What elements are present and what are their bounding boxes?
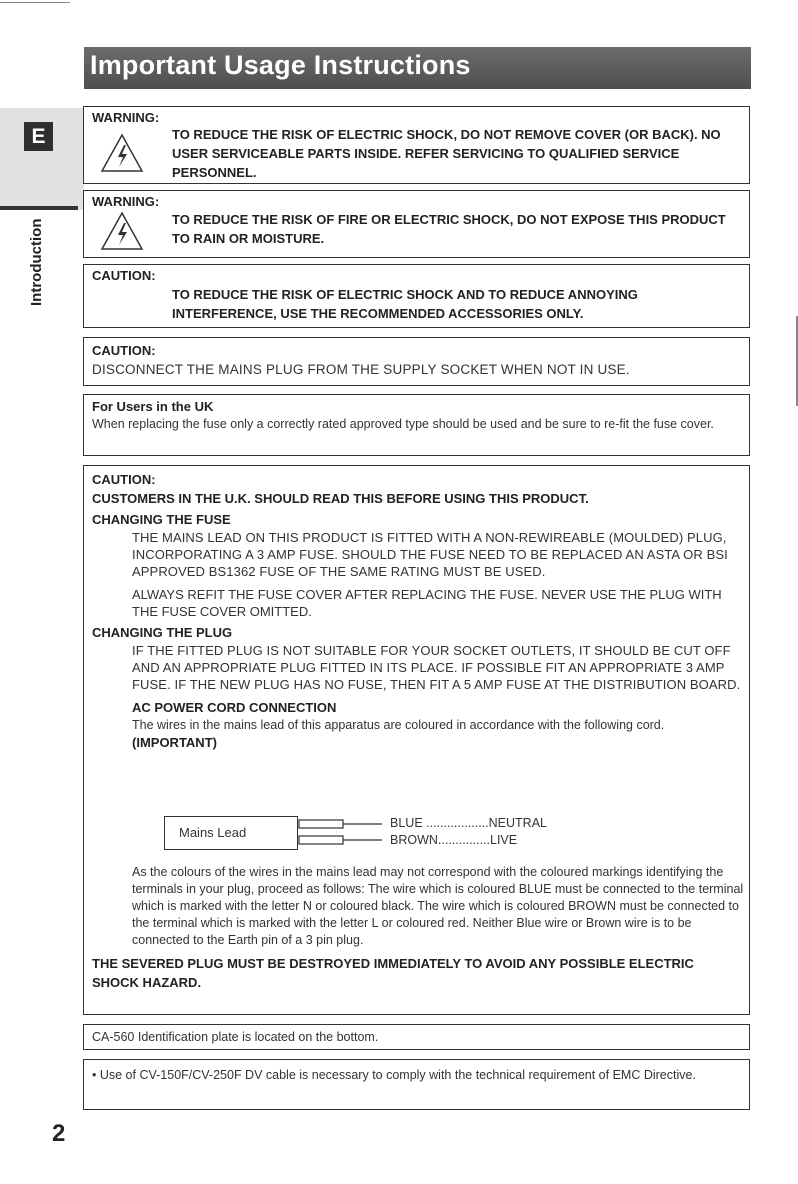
uk-users-heading: For Users in the UK — [92, 399, 214, 414]
page-title: Important Usage Instructions — [90, 50, 471, 80]
caution-label: CAUTION: — [92, 268, 156, 283]
mains-lead-diagram — [164, 816, 584, 856]
caution-uk-box — [83, 465, 750, 1015]
warning-text: TO REDUCE THE RISK OF FIRE OR ELECTRIC SHOCK, DO NOT EXPOSE THIS PRODUCT TO RAIN OR MOISTURE. — [172, 212, 726, 246]
uk-users-box — [83, 394, 750, 456]
caution-text: TO REDUCE THE RISK OF ELECTRIC SHOCK AND TO REDUCE ANNOYING INTERFERENCE, USE THE RECOMMENDED ACCESSORIES ONLY. — [172, 287, 638, 321]
emc-text: • Use of CV-150F/CV-250F DV cable is necessary to comply with the technical requirement of EMC Directive. — [92, 1068, 696, 1082]
top-rule — [0, 2, 70, 3]
page-number: 2 — [52, 1120, 66, 1147]
lightning-warning-icon — [100, 133, 144, 173]
caution-box-1 — [83, 264, 750, 328]
caution-box-2 — [83, 337, 750, 386]
warning-text: TO REDUCE THE RISK OF ELECTRIC SHOCK, DO NOT REMOVE COVER (OR BACK). NO USER SERVICEABLE PARTS INSIDE. REFER SERVICING TO QUALIFIED SERVICE PERSONNEL. — [172, 127, 721, 180]
fuse-paragraph-1: THE MAINS LEAD ON THIS PRODUCT IS FITTED WITH A NON-REWIREABLE (MOULDED) PLUG, INCORPORATING A 3 AMP FUSE. SHOULD THE FUSE NEED TO BE REPLACED AN ASTA OR BSI APPROVED BS1362 FUSE OF THE SAME RATING MUST BE USED. — [132, 530, 728, 579]
fuse-paragraph-2: ALWAYS REFIT THE FUSE COVER AFTER REPLACING THE FUSE. NEVER USE THE PLUG WITH THE FUSE COVER OMITTED. — [132, 587, 722, 619]
wire-brown-label: BROWN...............LIVE — [390, 833, 518, 847]
warning-box-2 — [83, 190, 750, 258]
side-rule — [0, 206, 78, 210]
plate-text: CA-560 Identification plate is located on the bottom. — [92, 1030, 379, 1044]
caution-label: CAUTION: — [92, 472, 156, 487]
plug-paragraph: IF THE FITTED PLUG IS NOT SUITABLE FOR YOUR SOCKET OUTLETS, IT SHOULD BE CUT OFF AND AN APPROPRIATE PLUG FITTED IN ITS PLACE. IF POSSIBLE FIT AN APPROPRIATE 3 AMP FUSE. IF THE NEW PLUG HAS NO FUSE, THEN FIT A 5 AMP FUSE AT THE DISTRIBUTION BOARD. — [132, 643, 741, 692]
important-label: (IMPORTANT) — [132, 735, 217, 750]
wire-lines — [298, 816, 388, 850]
caution-subtitle: CUSTOMERS IN THE U.K. SHOULD READ THIS BEFORE USING THIS PRODUCT. — [92, 491, 589, 506]
caution-text: DISCONNECT THE MAINS PLUG FROM THE SUPPLY SOCKET WHEN NOT IN USE. — [92, 362, 630, 377]
warning-label: WARNING: — [92, 194, 160, 209]
uk-users-text: When replacing the fuse only a correctly rated approved type should be used and be sure to re-fit the fuse cover. — [92, 417, 714, 431]
ac-paragraph-2: As the colours of the wires in the mains lead may not correspond with the coloured markings identifying the terminals in your plug, proceed as follows: The wire which is coloured BLUE must be connected to the terminal which is marked with the letter N or coloured black. The wire which is coloured BROWN must be connected to the terminal which is marked with the letter L or coloured red. Neither Blue wire or Brown wire is to be connected to the Earth pin of a 3 pin plug. — [132, 865, 744, 947]
plate-box — [83, 1024, 750, 1050]
mains-lead-box — [164, 816, 298, 850]
fuse-heading: CHANGING THE FUSE — [92, 512, 231, 527]
mains-lead-label: Mains Lead — [179, 825, 247, 840]
ac-cord-heading: AC POWER CORD CONNECTION — [132, 700, 337, 715]
lightning-warning-icon — [100, 211, 144, 251]
language-tab-e: E — [24, 122, 53, 151]
plug-heading: CHANGING THE PLUG — [92, 625, 233, 640]
ac-paragraph-1: The wires in the mains lead of this apparatus are coloured in accordance with the following cord. — [132, 718, 665, 732]
warning-label: WARNING: — [92, 110, 160, 125]
wire-blue-label: BLUE ..................NEUTRAL — [390, 816, 547, 830]
caution-label: CAUTION: — [92, 343, 156, 358]
emc-box — [83, 1059, 750, 1110]
section-label: Introduction — [28, 218, 45, 306]
warning-box-1 — [83, 106, 750, 184]
final-warning: THE SEVERED PLUG MUST BE DESTROYED IMMEDIATELY TO AVOID ANY POSSIBLE ELECTRIC SHOCK HAZARD. — [92, 956, 694, 990]
